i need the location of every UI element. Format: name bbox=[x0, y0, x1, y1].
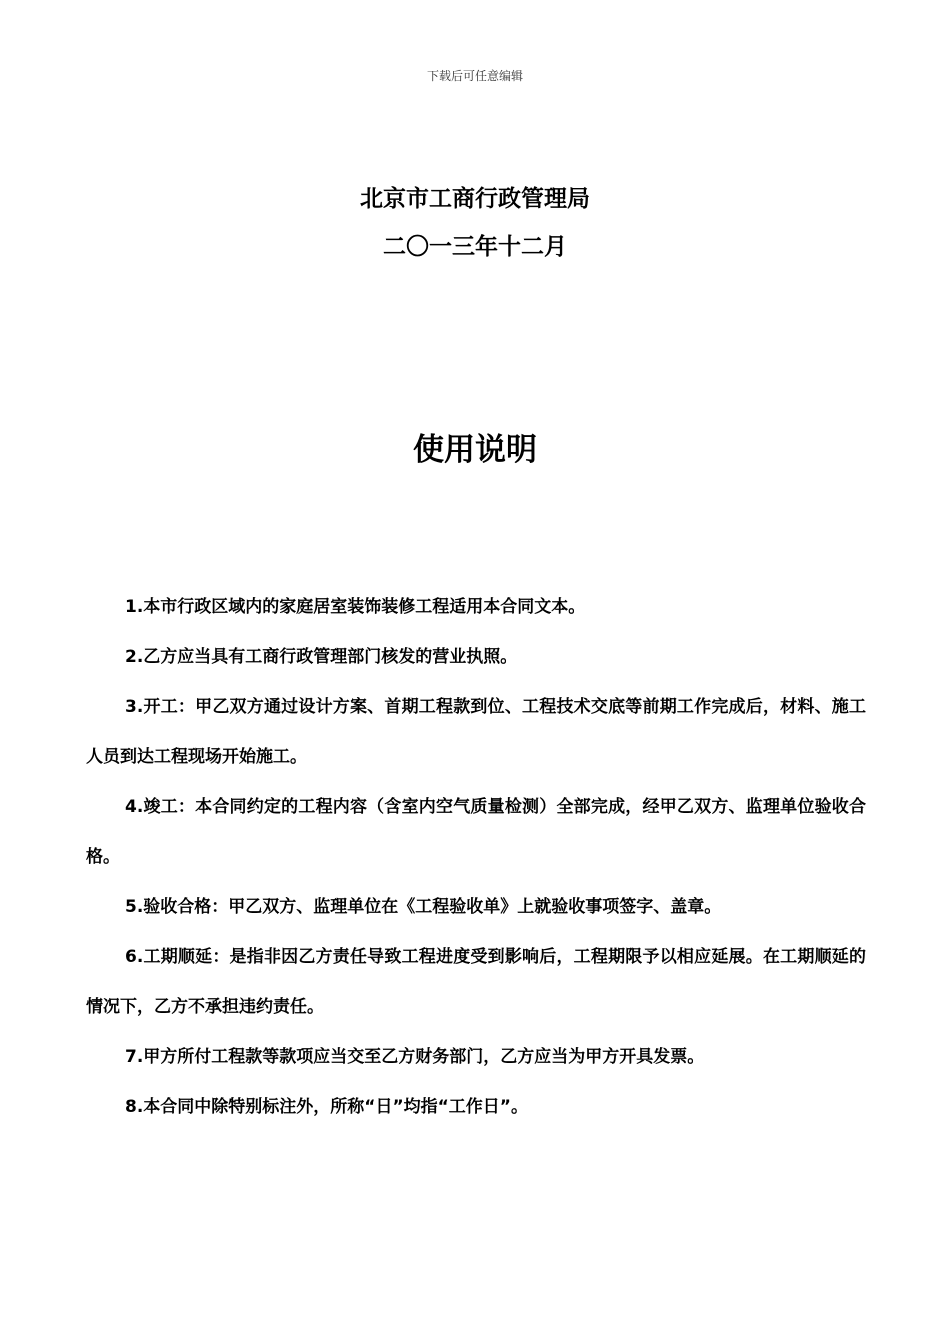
instruction-item: 3.开工：甲乙双方通过设计方案、首期工程款到位、工程技术交底等前期工作完成后，材料、施工人员到达工程现场开始施工。 bbox=[86, 697, 866, 767]
instruction-item: 4.竣工：本合同约定的工程内容（含室内空气质量检测）全部完成，经甲乙双方、监理单位验收合格。 bbox=[86, 797, 866, 867]
instruction-item: 5.验收合格：甲乙双方、监理单位在《工程验收单》上就验收事项签字、盖章。 bbox=[125, 897, 722, 917]
instruction-item: 2.乙方应当具有工商行政管理部门核发的营业执照。 bbox=[125, 647, 518, 667]
usage-instructions bbox=[86, 582, 866, 1132]
usage-title: 使用说明 bbox=[413, 432, 537, 468]
instruction-item: 8.本合同中除特别标注外，所称“日”均指“工作日”。 bbox=[125, 1097, 528, 1117]
instruction-item: 1.本市行政区域内的家庭居室装饰装修工程适用本合同文本。 bbox=[125, 597, 586, 617]
issue-date: 二〇一三年十二月 bbox=[383, 233, 567, 260]
instruction-item: 7.甲方所付工程款等款项应当交至乙方财务部门，乙方应当为甲方开具发票。 bbox=[125, 1047, 705, 1067]
issuer-name: 北京市工商行政管理局 bbox=[360, 185, 590, 212]
instruction-item: 6.工期顺延：是指非因乙方责任导致工程进度受到影响后，工程期限予以相应延展。在工期顺延的情况下，乙方不承担违约责任。 bbox=[86, 947, 866, 1017]
header-note: 下载后可任意编辑 bbox=[426, 69, 523, 83]
